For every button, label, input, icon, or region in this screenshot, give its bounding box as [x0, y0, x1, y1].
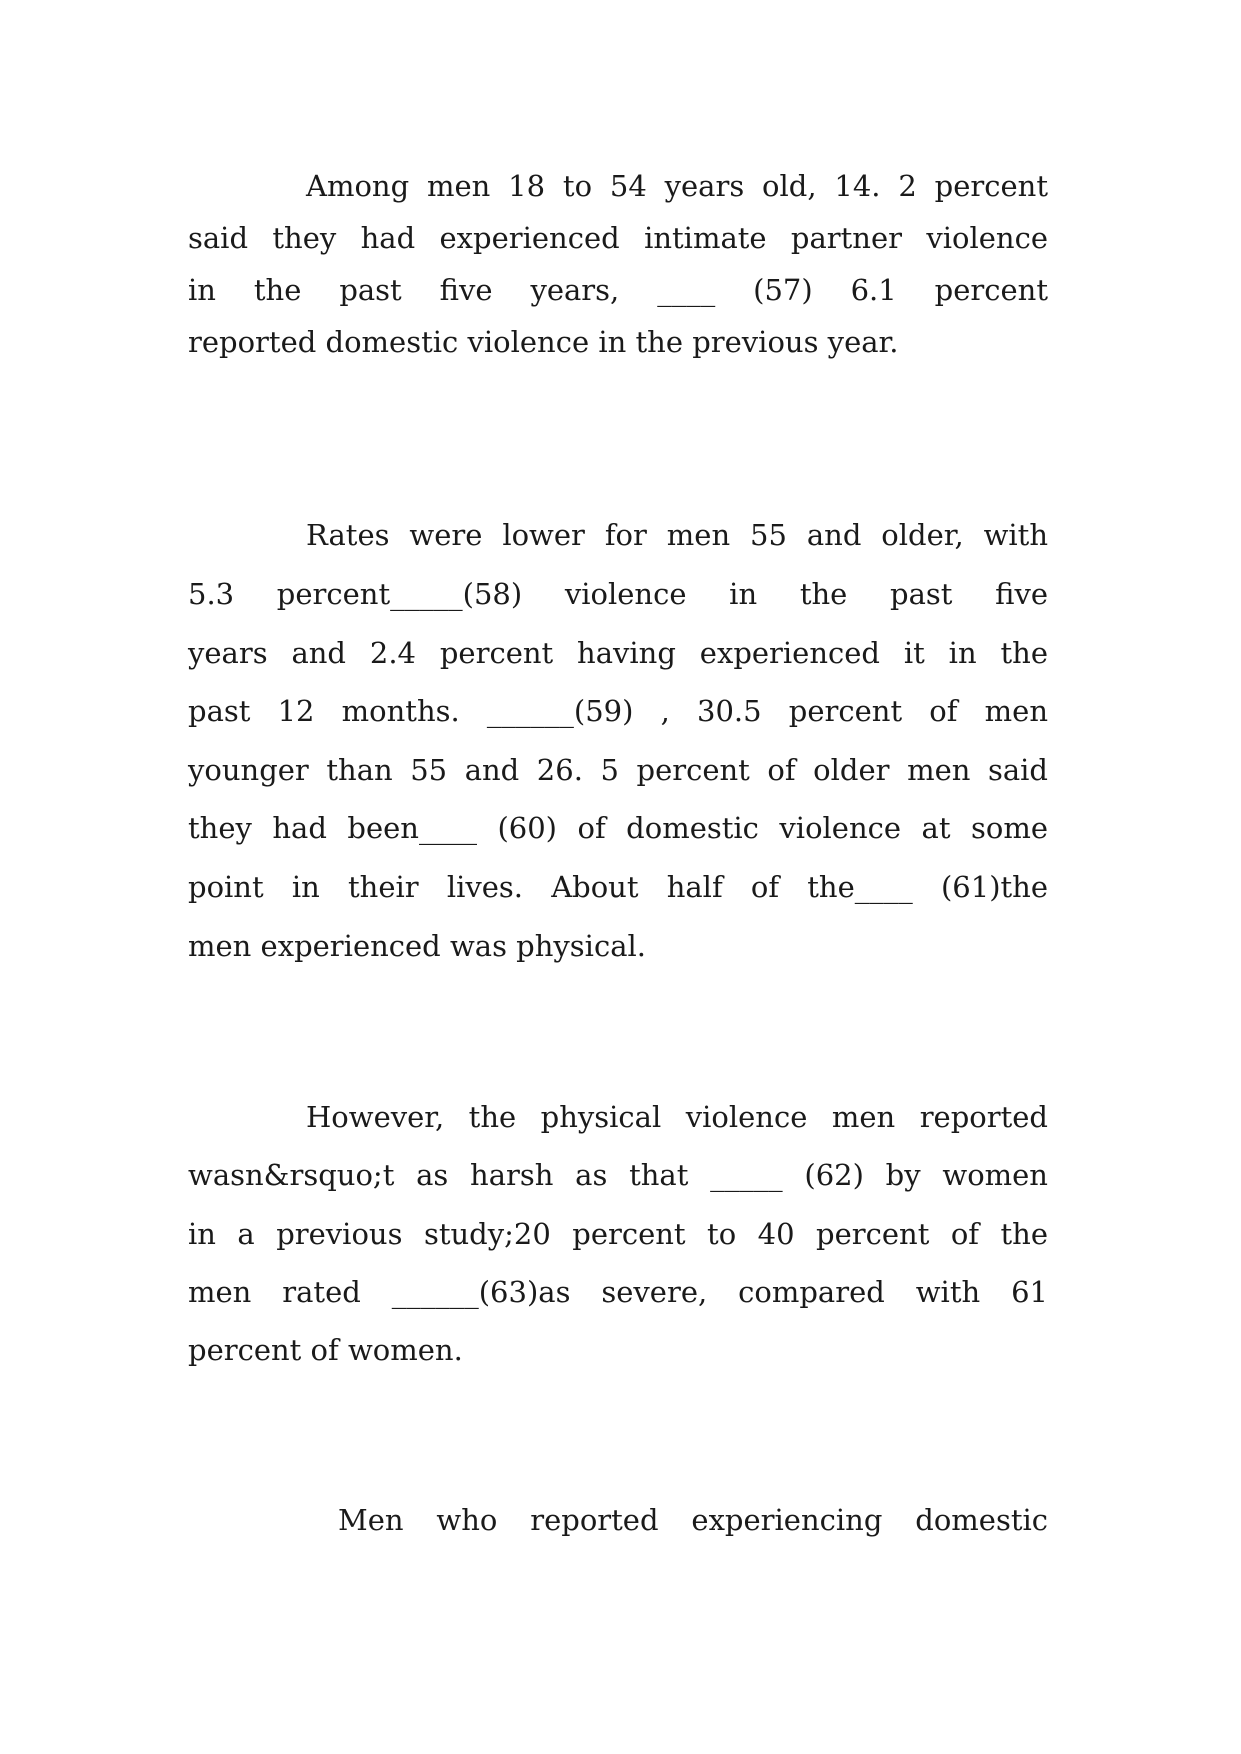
paragraph-1-line-4: reported domestic violence in the previous year.: [188, 325, 899, 359]
paragraph-2-line-4: past 12 months. ______(59) , 30.5 percent of men: [188, 694, 1048, 728]
paragraph-2-line-5: younger than 55 and 26. 5 percent of older men said: [188, 753, 1048, 787]
paragraph-1-line-2: said they had experienced intimate partner violence: [188, 221, 1048, 255]
paragraph-3-line-1: However, the physical violence men reported: [306, 1100, 1048, 1134]
paragraph-3-line-5: percent of women.: [188, 1333, 463, 1367]
paragraph-2-line-1: Rates were lower for men 55 and older, with: [306, 518, 1048, 552]
paragraph-2-line-6: they had been____ (60) of domestic violence at some: [188, 811, 1048, 845]
paragraph-2-line-3: years and 2.4 percent having experienced it in the: [188, 636, 1048, 670]
paragraph-1-line-1: Among men 18 to 54 years old, 14. 2 percent: [306, 169, 1048, 203]
paragraph-4-line-1: Men who reported experiencing domestic: [338, 1503, 1048, 1537]
paragraph-3-line-3: in a previous study;20 percent to 40 percent of the: [188, 1217, 1048, 1251]
paragraph-2-line-2: 5.3 percent_____(58) violence in the past five: [188, 577, 1048, 611]
paragraph-2-line-8: men experienced was physical.: [188, 929, 646, 963]
paragraph-2-line-7: point in their lives. About half of the____ (61)the: [188, 870, 1048, 904]
paragraph-3-line-2: wasn&rsquo;t as harsh as that _____ (62) by women: [188, 1158, 1048, 1192]
paragraph-1-line-3: in the past five years, ____ (57) 6.1 percent: [188, 273, 1048, 307]
paragraph-3-line-4: men rated ______(63)as severe, compared with 61: [188, 1275, 1048, 1309]
